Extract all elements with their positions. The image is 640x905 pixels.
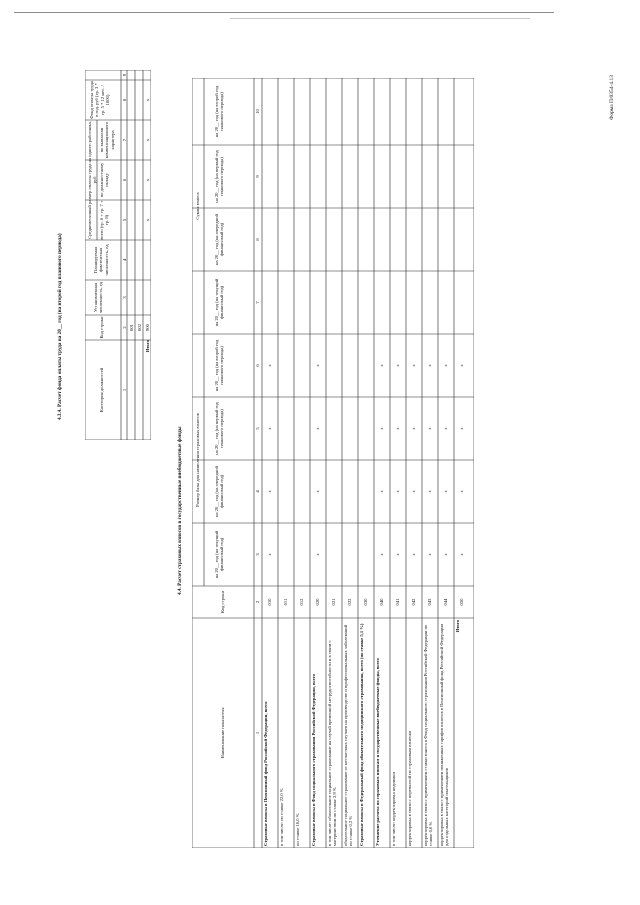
row-code: 900: [145, 324, 150, 331]
col-number: 8: [255, 238, 260, 241]
row-code: 022: [347, 598, 352, 606]
cell-mark: x: [411, 364, 416, 367]
cell-mark: x: [145, 178, 150, 182]
header-by-comp: по выплатам компенсационного характера: [99, 121, 115, 159]
cell-mark: x: [427, 427, 432, 430]
cell-mark: x: [395, 553, 400, 556]
row-label: корректировка в связи с применением пониженных тарифов взносов в Пенсионный фонд Российской Федерации для отдельных категорий плательщиков: [439, 624, 450, 846]
header-year-third: на 20__ год (на второй год планового периода): [214, 339, 225, 392]
row-code: 030: [363, 598, 368, 606]
cell-mark: x: [267, 490, 272, 493]
header-year-first: на 20__ год (на очередной финансовый год): [214, 214, 225, 265]
row-label: Страховые взносы в Пенсионный фонд Российской Федерации, всего: [263, 701, 268, 846]
row-code: 040: [379, 598, 384, 606]
cell-mark: x: [379, 427, 384, 430]
cell-mark: x: [379, 553, 384, 556]
row-code: 012: [299, 598, 304, 606]
cell-mark: x: [395, 427, 400, 430]
col-number: 6: [122, 178, 127, 182]
header-by-salary: по должностному окладу: [99, 162, 110, 198]
col-number: 3: [122, 296, 127, 299]
total-row-label: Итого: [455, 620, 460, 633]
header-year-second: на 20__ год (на первый год планового периода): [214, 150, 225, 203]
cell-mark: x: [443, 427, 448, 430]
row-code: 021: [331, 598, 336, 606]
cell-mark: x: [315, 553, 320, 556]
cell-mark: x: [379, 364, 384, 367]
col-number: 2: [122, 326, 127, 329]
row-label: Страховые взносы в Федеральный фонд обязательного медицинского страхования, всего (по ставке 5,1 %): [359, 623, 364, 846]
col-number: 5: [122, 218, 127, 222]
row-label: Уточнение расчета по страховым взносам в государственные внебюджетные фонды, всего: [375, 658, 380, 846]
header-sum-group: Сумма взноса: [195, 192, 200, 220]
header-year-current: на 20__ год (на текущий финансовый год): [214, 278, 225, 327]
cell-mark: x: [411, 490, 416, 493]
col-number: 4: [122, 258, 127, 262]
col-number: 1: [255, 731, 260, 735]
cell-mark: x: [443, 490, 448, 493]
col-number: 2: [255, 600, 260, 604]
section2-table: [192, 78, 474, 848]
row-label: корректировка в связи с переплатой по страховым взносам: [407, 730, 412, 846]
cell-mark: x: [459, 364, 464, 367]
header-staff-count: Установленная численность, ед: [93, 281, 104, 314]
row-label: по ставке 10,0 %: [295, 813, 300, 846]
cell-mark: x: [427, 490, 432, 493]
cell-mark: x: [443, 553, 448, 556]
total-row-label: Итого: [145, 340, 150, 353]
header-total: всего (гр. 6 + гр. 7 + гр. 8): [99, 200, 110, 240]
header-line-code: Код строки: [99, 316, 104, 339]
cell-mark: x: [315, 364, 320, 367]
cell-mark: x: [411, 427, 416, 430]
row-code: 044: [443, 598, 448, 606]
row-code: 042: [411, 598, 416, 606]
col-number: 8: [122, 98, 127, 102]
header-year-third: на 20__ год (на второй год планового периода): [214, 85, 225, 138]
cell-mark: x: [411, 553, 416, 556]
header-year-first: на 20__ год (на очередной финансовый год): [214, 466, 225, 517]
cell-mark: x: [145, 218, 150, 222]
cell-mark: x: [395, 490, 400, 493]
cell-mark: x: [145, 138, 150, 142]
row-code: 043: [427, 598, 432, 606]
form-code: Форма П/0354-4.13: [609, 75, 615, 120]
col-number: 10: [255, 109, 260, 114]
col-number: 7: [255, 301, 260, 304]
row-label: в том числе: обязательное социальное страхование на случай временной нетрудоспособности и в связи с материнством по ставке 2,9 %: [327, 640, 338, 846]
row-label: Страховые взносы в Фонд социального страхования Российской Федерации, всего: [311, 674, 316, 846]
cell-mark: x: [459, 427, 464, 430]
section1-title: 4.3.4. Расчет фонда оплаты труда на 20__ год (на второй год планового периода): [57, 233, 63, 420]
header-fund: Фонд оплаты труда в год, руб (гр. 3 * гр. 5 * 12 мес. / 1000): [89, 81, 110, 119]
header-year-second: на 20__ год (на первый год планового периода): [214, 402, 225, 455]
row-code: 050: [459, 598, 464, 606]
cell-mark: x: [427, 364, 432, 367]
row-code: 002: [137, 324, 142, 331]
cell-mark: x: [315, 427, 320, 430]
header-name: Наименование показателя: [220, 707, 225, 759]
col-number: 7: [122, 138, 127, 142]
section1-table: [85, 70, 151, 440]
header-category: Категория должностей: [99, 367, 104, 413]
col-number: 6: [255, 364, 260, 367]
cell-mark: x: [379, 490, 384, 493]
cell-mark: x: [315, 490, 320, 493]
row-label: обязательное социальное страхование от несчастных случаев на производстве и профессиональных заболеваний по ставке 0,2 %: [343, 624, 354, 846]
scan-edge-line: [14, 12, 554, 13]
row-code: 041: [395, 598, 400, 606]
col-number: 4: [255, 490, 260, 493]
row-code: 020: [315, 598, 320, 606]
col-number: 1: [122, 388, 127, 392]
cell-mark: x: [443, 364, 448, 367]
cell-mark: x: [145, 98, 150, 102]
col-number: 9: [122, 73, 127, 77]
section2-title: 4.4. Расчет страховых взносов в государственные внебюджетные фонды: [177, 426, 183, 595]
header-avg-salary-group: Среднемесячный размер оплаты труда на одного работника, руб: [87, 121, 97, 239]
col-number: 9: [255, 175, 260, 178]
header-line-code: Код строки: [220, 591, 225, 613]
cell-mark: x: [267, 553, 272, 556]
header-base-group: Размер базы для начисления страховых взносов: [195, 413, 200, 507]
cell-mark: x: [459, 553, 464, 556]
row-code: 001: [129, 324, 134, 331]
row-code: 010: [267, 598, 272, 606]
row-label: корректировка в связи с применением ставки взноса в Фонд социального страхования Российской Федерации по ставке 0,0 %: [423, 624, 434, 846]
cell-mark: x: [459, 490, 464, 493]
col-number: 3: [255, 553, 260, 556]
row-label: в том числе: корректировка недоимки: [391, 772, 396, 846]
row-code: 011: [283, 598, 288, 606]
header-avg-count: Планируемая фактическая численность, ед: [93, 244, 109, 276]
cell-mark: x: [267, 364, 272, 367]
row-label: в том числе: по ставке 22,0 %: [279, 788, 284, 846]
scan-edge-line: [230, 18, 530, 19]
cell-mark: x: [427, 553, 432, 556]
header-year-current: на 20__ год (на текущий финансовый год): [214, 530, 225, 579]
col-number: 5: [255, 427, 260, 430]
cell-mark: x: [395, 364, 400, 367]
cell-mark: x: [267, 427, 272, 430]
